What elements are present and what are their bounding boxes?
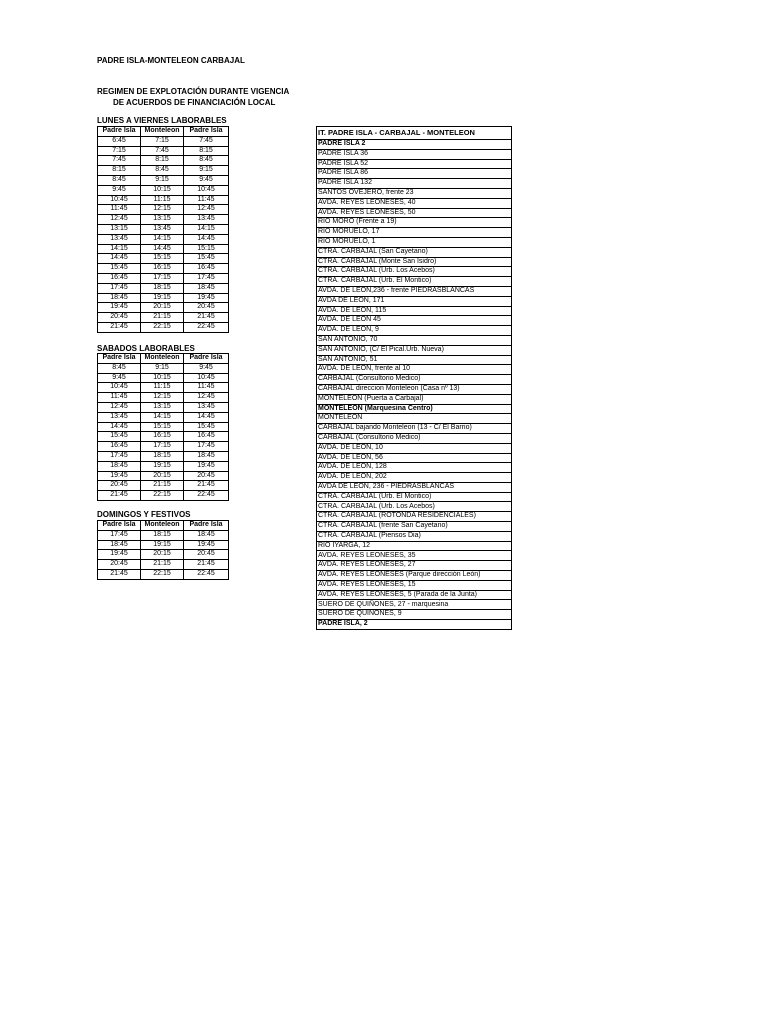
table-row <box>98 432 229 442</box>
time-cell: 18:45 <box>98 293 141 303</box>
time-cell: 19:15 <box>141 293 184 303</box>
time-cell: 13:45 <box>98 412 141 422</box>
time-cell: 14:15 <box>141 412 184 422</box>
time-cell: 18:45 <box>98 461 141 471</box>
time-cell: 15:45 <box>98 264 141 274</box>
time-cell: 20:15 <box>141 471 184 481</box>
table-row <box>317 306 512 316</box>
time-cell: 19:15 <box>141 461 184 471</box>
table-row <box>317 512 512 522</box>
time-cell: 7:15 <box>141 136 184 146</box>
time-cell: 22:15 <box>141 322 184 332</box>
table-row <box>317 208 512 218</box>
time-cell: 20:45 <box>98 313 141 323</box>
route-stop: AVDA. DE LEON,236 - frente PIEDRASBLANCAS <box>317 286 512 296</box>
table-row <box>98 146 229 156</box>
route-stop: AVDA. REYES LEONESES, 15 <box>317 580 512 590</box>
time-cell: 9:15 <box>184 166 229 176</box>
table-row <box>317 228 512 238</box>
route-stop: MONTELEON <box>317 414 512 424</box>
time-cell: 11:45 <box>184 195 229 205</box>
table-row <box>98 303 229 313</box>
time-cell: 22:15 <box>141 491 184 501</box>
table-row <box>317 473 512 483</box>
column-header: Padre Isla <box>184 354 229 364</box>
table-row <box>98 422 229 432</box>
time-cell: 19:45 <box>184 461 229 471</box>
table-row <box>317 188 512 198</box>
route-stop: MONTELEON (Marquesina Centro) <box>317 404 512 414</box>
route-stop: AVDA. DE LEON, 115 <box>317 306 512 316</box>
time-cell: 7:45 <box>141 146 184 156</box>
table-row <box>317 218 512 228</box>
route-stop: SAN ANTONIO, 70 <box>317 335 512 345</box>
time-cell: 16:45 <box>184 264 229 274</box>
route-stop: AVDA. DE LEON, 10 <box>317 443 512 453</box>
table-row <box>98 481 229 491</box>
time-cell: 12:45 <box>98 215 141 225</box>
time-cell: 21:45 <box>184 313 229 323</box>
time-cell: 13:45 <box>141 224 184 234</box>
time-cell: 7:15 <box>98 146 141 156</box>
table-row <box>98 283 229 293</box>
time-cell: 17:45 <box>184 273 229 283</box>
time-cell: 21:45 <box>98 491 141 501</box>
time-cell: 11:45 <box>184 383 229 393</box>
table-row <box>98 560 229 570</box>
time-cell: 15:45 <box>98 432 141 442</box>
time-cell: 9:45 <box>184 175 229 185</box>
time-cell: 17:45 <box>98 530 141 540</box>
route-stop: PADRE ISLA 86 <box>317 169 512 179</box>
table-row <box>98 402 229 412</box>
table-row <box>98 224 229 234</box>
time-cell: 10:15 <box>141 373 184 383</box>
table-row <box>317 179 512 189</box>
time-cell: 17:45 <box>98 283 141 293</box>
time-cell: 16:15 <box>141 264 184 274</box>
table-row <box>317 345 512 355</box>
time-cell: 17:45 <box>98 451 141 461</box>
time-cell: 8:45 <box>184 156 229 166</box>
route-stop: SAN ANTONIO, (C/ El Pical.Urb. Nueva) <box>317 345 512 355</box>
route-stop: CARBAJAL bajando Monteleon (13 - C/ El Barrio) <box>317 424 512 434</box>
time-cell: 20:45 <box>184 550 229 560</box>
route-stop: SUERO DE QUIÑONES, 27 - marquesina <box>317 600 512 610</box>
table-row <box>317 433 512 443</box>
table-row <box>317 384 512 394</box>
table-row <box>317 453 512 463</box>
time-cell: 13:45 <box>184 402 229 412</box>
table-row <box>98 166 229 176</box>
table-row <box>317 365 512 375</box>
route-stop: CARBAJAL direccion Monteleon (Casa nº 13) <box>317 384 512 394</box>
table-row <box>98 550 229 560</box>
time-cell: 18:45 <box>98 540 141 550</box>
time-cell: 16:45 <box>184 432 229 442</box>
table-row <box>98 569 229 579</box>
time-cell: 9:15 <box>141 363 184 373</box>
time-cell: 10:45 <box>98 383 141 393</box>
route-stop: AVDA. DE LEON, frente al 10 <box>317 365 512 375</box>
table-row <box>98 412 229 422</box>
route-stop: CTRA. CARBAJAL (Monte San Isidro) <box>317 257 512 267</box>
time-cell: 19:45 <box>98 303 141 313</box>
route-stop: CTRA. CARBAJAL (Urb. Los Acebos) <box>317 502 512 512</box>
time-cell: 12:45 <box>184 205 229 215</box>
table-row <box>98 293 229 303</box>
route-stop: RIO MORO (Frente a 19) <box>317 218 512 228</box>
time-cell: 14:45 <box>184 234 229 244</box>
route-stop: AVDA DE LEON, 171 <box>317 296 512 306</box>
route-stop: CTRA. CARBAJAL (Urb. El Montico) <box>317 492 512 502</box>
saturday-section-title: SABADOS LABORABLES <box>97 344 195 353</box>
table-row <box>98 530 229 540</box>
time-cell: 20:45 <box>98 560 141 570</box>
time-cell: 17:45 <box>184 442 229 452</box>
document-subtitle <box>97 86 289 108</box>
table-row <box>317 296 512 306</box>
table-row <box>98 471 229 481</box>
time-cell: 10:45 <box>98 195 141 205</box>
table-row <box>317 541 512 551</box>
column-header: Padre Isla <box>98 521 141 531</box>
route-stop: CTRA. CARBAJAL (Piensos Dia) <box>317 531 512 541</box>
time-cell: 21:15 <box>141 313 184 323</box>
table-row <box>317 149 512 159</box>
time-cell: 19:45 <box>184 293 229 303</box>
route-stop: RIO MORUELO, 1 <box>317 237 512 247</box>
table-row <box>98 195 229 205</box>
table-row <box>317 159 512 169</box>
time-cell: 15:15 <box>141 254 184 264</box>
time-cell: 7:45 <box>184 136 229 146</box>
table-row <box>98 461 229 471</box>
time-cell: 14:45 <box>98 254 141 264</box>
table-row <box>98 136 229 146</box>
time-cell: 16:15 <box>141 432 184 442</box>
time-cell: 10:45 <box>184 373 229 383</box>
column-header: Monteleon <box>141 127 184 137</box>
route-stops-table <box>316 126 512 630</box>
column-header: Padre Isla <box>98 354 141 364</box>
table-row <box>317 610 512 620</box>
time-cell: 10:15 <box>141 185 184 195</box>
time-cell: 14:45 <box>98 422 141 432</box>
time-cell: 21:45 <box>98 322 141 332</box>
route-stop: SANTOS OVEJERO, frente 23 <box>317 188 512 198</box>
route-stop: MONTELEON (Puerta a Carbajal) <box>317 394 512 404</box>
time-cell: 15:15 <box>141 422 184 432</box>
route-stop: SUERO DE QUIÑONES, 9 <box>317 610 512 620</box>
route-stop: AVDA. DE LEON 45 <box>317 316 512 326</box>
time-cell: 18:15 <box>141 283 184 293</box>
route-stop: AVDA. REYES LEONESES, 27 <box>317 561 512 571</box>
route-stop: CARBAJAL (Consultorio Medico) <box>317 375 512 385</box>
subtitle-line-1: REGIMEN DE EXPLOTACIÓN DURANTE VIGENCIA <box>97 87 290 96</box>
time-cell: 13:45 <box>98 234 141 244</box>
table-row <box>317 600 512 610</box>
time-cell: 17:15 <box>141 442 184 452</box>
time-cell: 21:45 <box>98 569 141 579</box>
time-cell: 9:45 <box>184 363 229 373</box>
time-cell: 8:15 <box>98 166 141 176</box>
route-stop: CTRA. CARBAJAL (ROTONDA RESIDENCIALES) <box>317 512 512 522</box>
time-cell: 10:45 <box>184 185 229 195</box>
table-row <box>317 277 512 287</box>
table-row <box>98 234 229 244</box>
table-row <box>317 551 512 561</box>
time-cell: 11:45 <box>98 393 141 403</box>
table-row <box>317 198 512 208</box>
time-cell: 21:15 <box>141 560 184 570</box>
time-cell: 20:15 <box>141 303 184 313</box>
time-cell: 16:45 <box>98 273 141 283</box>
table-row <box>98 185 229 195</box>
time-cell: 11:15 <box>141 195 184 205</box>
table-row <box>317 492 512 502</box>
table-row <box>317 169 512 179</box>
column-header: Padre Isla <box>184 521 229 531</box>
table-row <box>98 363 229 373</box>
time-cell: 18:15 <box>141 451 184 461</box>
route-stop: SAN ANTONIO, 51 <box>317 355 512 365</box>
time-cell: 14:45 <box>184 412 229 422</box>
time-cell: 18:45 <box>184 530 229 540</box>
table-row <box>98 205 229 215</box>
route-stop: AVDA DE LEON, 236 - PIEDRASBLANCAS <box>317 482 512 492</box>
table-row <box>317 247 512 257</box>
route-stop: CTRA. CARBAJAL (Urb. El Montico) <box>317 277 512 287</box>
time-cell: 20:45 <box>184 471 229 481</box>
subtitle-line-2: DE ACUERDOS DE FINANCIACIÓN LOCAL <box>113 98 276 107</box>
weekday-section-title: LUNES A VIERNES LABORABLES <box>97 116 227 125</box>
table-row <box>98 264 229 274</box>
time-cell: 8:45 <box>98 175 141 185</box>
table-row <box>317 561 512 571</box>
timetable-header-row <box>98 354 229 364</box>
table-row <box>98 215 229 225</box>
time-cell: 22:15 <box>141 569 184 579</box>
column-header: Monteleon <box>141 521 184 531</box>
time-cell: 16:45 <box>98 442 141 452</box>
route-stop: PADRE ISLA 2 <box>317 140 512 150</box>
route-header-row <box>317 127 512 140</box>
route-stop: CARBAJAL (Consultorio Medico) <box>317 433 512 443</box>
table-row <box>317 355 512 365</box>
route-stop: CTRA. CARBAJAL (frente San Cayetano) <box>317 522 512 532</box>
table-row <box>98 393 229 403</box>
table-row <box>98 491 229 501</box>
time-cell: 9:15 <box>141 175 184 185</box>
time-cell: 14:15 <box>98 244 141 254</box>
table-row <box>317 443 512 453</box>
route-stop: CTRA. CARBAJAL (Urb. Los Acebos) <box>317 267 512 277</box>
time-cell: 9:45 <box>98 373 141 383</box>
time-cell: 6:45 <box>98 136 141 146</box>
time-cell: 14:15 <box>141 234 184 244</box>
route-stop: AVDA. REYES LEONESES, 50 <box>317 208 512 218</box>
time-cell: 8:15 <box>141 156 184 166</box>
route-stop: AVDA. REYES LEONESES, 5 (Parada de la Junta) <box>317 590 512 600</box>
sunday-section-title: DOMINGOS Y FESTIVOS <box>97 510 191 519</box>
document-title: PADRE ISLA-MONTELEON CARBAJAL <box>97 56 245 65</box>
table-row <box>98 540 229 550</box>
time-cell: 15:15 <box>184 244 229 254</box>
time-cell: 12:45 <box>184 393 229 403</box>
time-cell: 19:45 <box>98 550 141 560</box>
time-cell: 13:15 <box>141 402 184 412</box>
timetable-header-row <box>98 127 229 137</box>
time-cell: 20:45 <box>98 481 141 491</box>
route-stop: RIO IYARGA, 12 <box>317 541 512 551</box>
time-cell: 13:15 <box>141 215 184 225</box>
time-cell: 12:15 <box>141 393 184 403</box>
table-row <box>317 316 512 326</box>
route-header: IT. PADRE ISLA - CARBAJAL - MONTELEON <box>317 127 512 140</box>
time-cell: 11:15 <box>141 383 184 393</box>
table-row <box>98 451 229 461</box>
time-cell: 9:45 <box>98 185 141 195</box>
time-cell: 15:45 <box>184 422 229 432</box>
table-row <box>317 580 512 590</box>
time-cell: 18:45 <box>184 283 229 293</box>
time-cell: 14:45 <box>141 244 184 254</box>
table-row <box>317 502 512 512</box>
column-header: Monteleon <box>141 354 184 364</box>
table-row <box>98 273 229 283</box>
route-stop: AVDA. DE LEON, 202 <box>317 473 512 483</box>
table-row <box>317 326 512 336</box>
table-row <box>317 257 512 267</box>
column-header: Padre Isla <box>98 127 141 137</box>
route-stop: AVDA. DE LEON, 9 <box>317 326 512 336</box>
table-row <box>317 267 512 277</box>
table-row <box>317 463 512 473</box>
table-row <box>317 482 512 492</box>
table-row <box>317 531 512 541</box>
time-cell: 13:45 <box>184 215 229 225</box>
time-cell: 22:45 <box>184 491 229 501</box>
route-stop: AVDA. REYES LEONESES (Parque dirección León) <box>317 571 512 581</box>
table-row <box>98 175 229 185</box>
route-stop: RIO MORUELO, 17 <box>317 228 512 238</box>
time-cell: 12:45 <box>98 402 141 412</box>
table-row <box>317 286 512 296</box>
time-cell: 20:45 <box>184 303 229 313</box>
table-row <box>98 244 229 254</box>
table-row <box>317 620 512 630</box>
time-cell: 19:45 <box>98 471 141 481</box>
table-row <box>317 414 512 424</box>
table-row <box>317 571 512 581</box>
sunday-timetable <box>97 520 229 580</box>
route-stop: CTRA. CARBAJAL (San Cayetano) <box>317 247 512 257</box>
column-header: Padre Isla <box>184 127 229 137</box>
saturday-timetable <box>97 353 229 501</box>
route-stop: PADRE ISLA 36 <box>317 149 512 159</box>
table-row <box>317 375 512 385</box>
table-row <box>98 383 229 393</box>
time-cell: 20:15 <box>141 550 184 560</box>
route-stop: AVDA. DE LEON, 128 <box>317 463 512 473</box>
time-cell: 18:45 <box>184 451 229 461</box>
route-stop: AVDA. REYES LEONESES, 40 <box>317 198 512 208</box>
table-row <box>98 254 229 264</box>
time-cell: 8:15 <box>184 146 229 156</box>
time-cell: 8:45 <box>98 363 141 373</box>
table-row <box>98 373 229 383</box>
time-cell: 12:15 <box>141 205 184 215</box>
time-cell: 7:45 <box>98 156 141 166</box>
table-row <box>98 322 229 332</box>
time-cell: 8:45 <box>141 166 184 176</box>
time-cell: 22:45 <box>184 322 229 332</box>
time-cell: 21:45 <box>184 560 229 570</box>
time-cell: 13:15 <box>98 224 141 234</box>
table-row <box>317 335 512 345</box>
table-row <box>98 442 229 452</box>
table-row <box>317 394 512 404</box>
table-row <box>317 140 512 150</box>
table-row <box>317 590 512 600</box>
time-cell: 21:45 <box>184 481 229 491</box>
time-cell: 11:45 <box>98 205 141 215</box>
route-stop: AVDA. REYES LEONESES, 35 <box>317 551 512 561</box>
table-row <box>317 424 512 434</box>
time-cell: 17:15 <box>141 273 184 283</box>
table-row <box>317 237 512 247</box>
table-row <box>98 313 229 323</box>
time-cell: 18:15 <box>141 530 184 540</box>
route-stop: PADRE ISLA, 2 <box>317 620 512 630</box>
time-cell: 21:15 <box>141 481 184 491</box>
route-stop: PADRE ISLA 132 <box>317 179 512 189</box>
route-stop: AVDA. DE LEON, 56 <box>317 453 512 463</box>
time-cell: 14:15 <box>184 224 229 234</box>
table-row <box>317 404 512 414</box>
table-row <box>317 522 512 532</box>
timetable-header-row <box>98 521 229 531</box>
table-row <box>98 156 229 166</box>
time-cell: 15:45 <box>184 254 229 264</box>
time-cell: 19:15 <box>141 540 184 550</box>
route-stop: PADRE ISLA 52 <box>317 159 512 169</box>
weekday-timetable <box>97 126 229 333</box>
time-cell: 19:45 <box>184 540 229 550</box>
time-cell: 22:45 <box>184 569 229 579</box>
